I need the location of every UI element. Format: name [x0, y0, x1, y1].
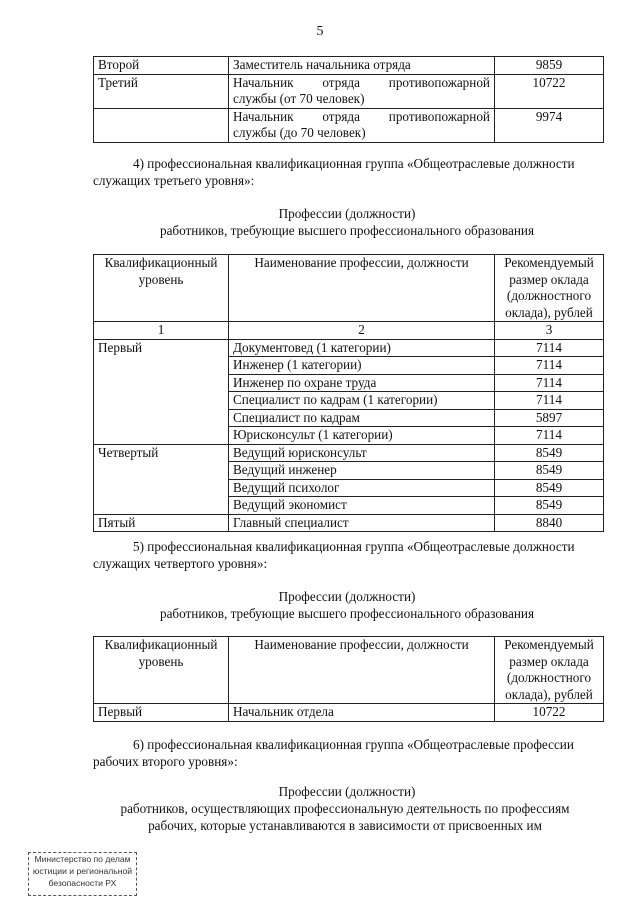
section6-subheading: работников, осуществляющих профессиональную деятельность по профессиям рабочих, которые устанавливаются в зависимости от присвоенных им — [120, 801, 570, 833]
salary-cell: 10722 — [495, 704, 604, 722]
level-cell — [94, 357, 229, 375]
position-cell: Ведущий экономист — [229, 497, 495, 515]
section6-heading: Профессии (должности) — [278, 784, 416, 799]
position-cell: Ведущий инженер — [229, 462, 495, 480]
table-section5 — [93, 636, 604, 722]
salary-cell: 7114 — [495, 357, 604, 375]
position-cell: Юрисконсульт (1 категории) — [229, 427, 495, 445]
table-row — [94, 357, 604, 375]
header-salary: Рекомендуемый размер оклада (должностного оклада), рублей — [495, 255, 604, 322]
level-cell — [94, 497, 229, 515]
table-row — [94, 497, 604, 515]
position-line: службы (до 70 человек) — [233, 125, 366, 140]
position-cell — [229, 74, 495, 108]
salary-cell: 8840 — [495, 514, 604, 532]
column-number: 3 — [495, 322, 604, 340]
level-cell — [94, 374, 229, 392]
table-row — [94, 374, 604, 392]
salary-cell: 9859 — [495, 57, 604, 75]
position-cell — [229, 108, 495, 142]
position-cell: Инженер по охране труда — [229, 374, 495, 392]
column-number-row — [94, 322, 604, 340]
position-cell: Специалист по кадрам (1 категории) — [229, 392, 495, 410]
level-cell: Третий — [94, 74, 229, 108]
column-number: 2 — [229, 322, 495, 340]
level-cell: Четвертый — [94, 444, 229, 462]
table-header-row — [94, 637, 604, 704]
page-number: 5 — [316, 24, 324, 39]
table-row — [94, 339, 604, 357]
table-row — [94, 444, 604, 462]
header-name: Наименование профессии, должности — [229, 637, 495, 704]
level-cell — [94, 392, 229, 410]
table-header-row — [94, 255, 604, 322]
section5-intro: 5) профессиональная квалификационная группа «Общеотраслевые должности служащих четвертого уровня»: — [93, 539, 575, 571]
table-row — [94, 74, 604, 108]
section6-intro: 6) профессиональная квалификационная группа «Общеотраслевые профессии рабочих второго уровня»: — [93, 737, 574, 769]
level-cell: Пятый — [94, 514, 229, 532]
level-cell — [94, 108, 229, 142]
table-row — [94, 57, 604, 75]
stamp-line: безопасности РХ — [48, 878, 117, 888]
section5-subheading: работников, требующие высшего профессионального образования — [159, 606, 535, 621]
salary-cell: 7114 — [495, 427, 604, 445]
header-salary: Рекомендуемый размер оклада (должностного оклада), рублей — [495, 637, 604, 704]
salary-cell: 8549 — [495, 444, 604, 462]
section4-heading: Профессии (должности) — [278, 206, 416, 221]
table-section4 — [93, 254, 604, 532]
position-line: Начальник отряда противопожарной — [233, 108, 490, 124]
position-cell: Начальник отдела — [229, 704, 495, 722]
section4-intro: 4) профессиональная квалификационная группа «Общеотраслевые должности служащих третьего уровня»: — [93, 156, 575, 188]
level-cell — [94, 462, 229, 480]
table-row — [94, 409, 604, 427]
level-cell: Первый — [94, 339, 229, 357]
section4-subheading: работников, требующие высшего профессионального образования — [159, 223, 535, 238]
level-cell — [94, 409, 229, 427]
position-cell: Документовед (1 категории) — [229, 339, 495, 357]
table-row — [94, 108, 604, 142]
position-cell: Ведущий юрисконсульт — [229, 444, 495, 462]
header-level: Квалификационный уровень — [94, 255, 229, 322]
position-cell: Ведущий психолог — [229, 479, 495, 497]
level-cell — [94, 479, 229, 497]
position-line: службы (от 70 человек) — [233, 91, 365, 106]
position-cell: Главный специалист — [229, 514, 495, 532]
header-level: Квалификационный уровень — [94, 637, 229, 704]
position-cell: Заместитель начальника отряда — [229, 57, 495, 75]
ministry-stamp — [28, 852, 137, 896]
table-row — [94, 427, 604, 445]
position-cell: Инженер (1 категории) — [229, 357, 495, 375]
table-row — [94, 704, 604, 722]
salary-cell: 8549 — [495, 479, 604, 497]
table-row — [94, 462, 604, 480]
stamp-line: юстиции и региональной — [32, 866, 133, 876]
header-name: Наименование профессии, должности — [229, 255, 495, 322]
table-continuation — [93, 56, 604, 143]
stamp-line: Министерство по делам — [34, 854, 131, 864]
position-line: Начальник отряда противопожарной — [233, 74, 490, 90]
salary-cell: 9974 — [495, 108, 604, 142]
level-cell: Второй — [94, 57, 229, 75]
table-row — [94, 514, 604, 532]
section5-heading: Профессии (должности) — [278, 589, 416, 604]
position-cell: Специалист по кадрам — [229, 409, 495, 427]
table-row — [94, 392, 604, 410]
level-cell — [94, 427, 229, 445]
level-cell: Первый — [94, 704, 229, 722]
table-row — [94, 479, 604, 497]
column-number: 1 — [94, 322, 229, 340]
salary-cell: 7114 — [495, 392, 604, 410]
salary-cell: 7114 — [495, 374, 604, 392]
salary-cell: 7114 — [495, 339, 604, 357]
salary-cell: 10722 — [495, 74, 604, 108]
salary-cell: 8549 — [495, 462, 604, 480]
salary-cell: 8549 — [495, 497, 604, 515]
salary-cell: 5897 — [495, 409, 604, 427]
